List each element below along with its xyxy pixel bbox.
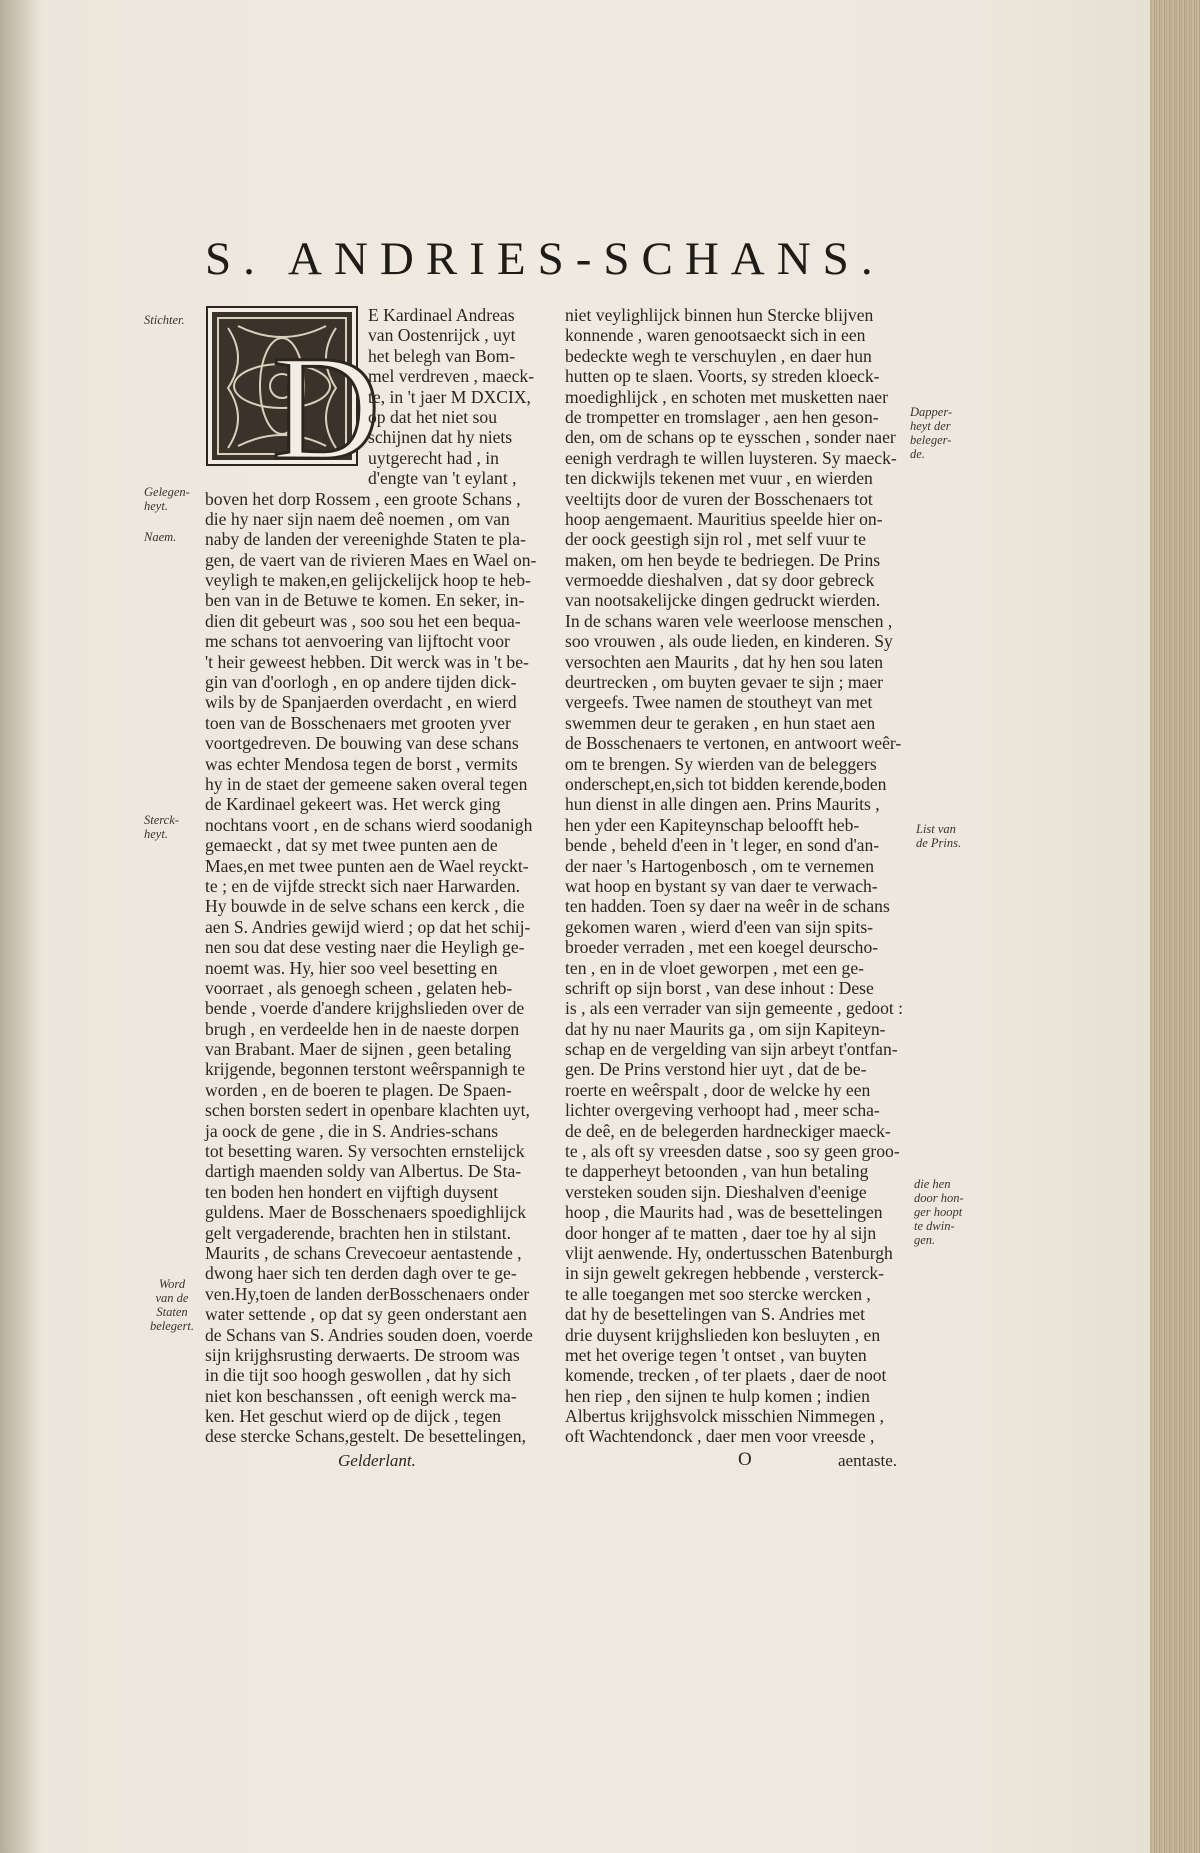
text-line: versteken souden sijn. Dieshalven d'eenige: [565, 1181, 867, 1202]
text-line: hun dienst in alle dingen aen. Prins Maurits ,: [565, 794, 880, 815]
text-line: moedighlijck , en schoten met musketten naer: [565, 386, 888, 407]
text-line: wat hoop en bystant sy van daer te verwach-: [565, 875, 878, 896]
text-line: is , als een verrader van sijn gemeente , gedoot :: [565, 998, 904, 1019]
text-line: gelt vergaderende, brachten hen in stilstant.: [205, 1222, 511, 1243]
page-edges: [1150, 0, 1200, 1853]
text-line: het belegh van Bom-: [368, 345, 516, 366]
text-line: Maurits , de schans Crevecoeur aentastende ,: [205, 1242, 522, 1263]
text-line: ja oock de gene , die in S. Andries-schans: [205, 1120, 499, 1141]
text-line: nen sou dat dese vesting naer die Heyligh ge-: [205, 937, 525, 958]
text-line: naby de landen der vereenighde Staten te pla-: [205, 529, 526, 550]
text-line: veeltijts door de vuren der Bosschenaers tot: [565, 488, 873, 509]
text-line: niet veylighlijck binnen hun Stercke blijven: [565, 305, 874, 325]
text-line: deurtrecken , om buyten gevaer te sijn ; maer: [565, 672, 884, 693]
text-line: swemmen deur te geraken , en hun staet aen: [565, 712, 876, 733]
signature-mark: O: [738, 1449, 752, 1470]
text-line: vlijt aenwende. Hy, ondertusschen Batenburgh: [565, 1242, 893, 1263]
text-line: Hy bouwde in de selve schans een kerck , die: [205, 896, 525, 917]
text-line: gen, de vaert van de rivieren Maes en Wael on-: [205, 549, 537, 570]
gutter-shadow: [0, 0, 40, 1853]
catchword-last-word: aentaste.: [838, 1451, 897, 1470]
text-line: broeder verraden , met een koegel deurscho-: [565, 937, 879, 958]
text-line: soo vrouwen , als oude lieden, en kinderen. Sy: [565, 631, 893, 652]
text-line: die hy naer sijn naem deê noemen , om van: [205, 508, 510, 529]
text-line: den, om de schans op te eysschen , sonder naer: [565, 427, 896, 448]
text-line: de deê, en de belegerden hardneckiger maeck-: [565, 1120, 891, 1141]
text-line: hutten op te slaen. Voorts, sy streden kloeck-: [565, 366, 880, 387]
margin-note-belegert: Word van de Staten belegert.: [149, 1277, 195, 1333]
text-line: te ; en de vijfde streckt sich naer Harwarden.: [205, 875, 521, 896]
text-line: ben van in de Betuwe te komen. En seker, in-: [205, 590, 525, 611]
margin-note-dapperheyt: Dapper- heyt der beleger- de.: [910, 405, 953, 461]
text-line: voorraet , als genoegh scheen , gelaten heb-: [205, 977, 513, 998]
text-line: hen yder een Kapiteynschap beloofft heb-: [565, 814, 860, 835]
catchword: Gelderlant.: [338, 1451, 416, 1470]
text-line: gemaeckt , dat sy met twee punten aen de: [205, 835, 498, 856]
text-line: te, in 't jaer M DXCIX,: [368, 386, 531, 407]
text-line: veyligh te maken,en gelijckelijck hoop te heb-: [205, 570, 531, 591]
text-line: In de schans waren vele weerloose menschen ,: [565, 610, 893, 631]
text-line: voortgedreven. De bouwing van dese schans: [205, 733, 519, 754]
text-line: dwong haer sich ten derden dagh over te ge-: [205, 1263, 517, 1284]
text-line: aen S. Andries gewijd wierd ; op dat het schij-: [205, 916, 531, 937]
text-line: vermoedde dieshalven , dat sy door gebreck: [565, 570, 875, 591]
text-line: ten dickwijls tekenen met vuur , en wierden: [565, 468, 873, 489]
text-line: komende, trecken , of ter plaets , daer de noot: [565, 1365, 887, 1386]
text-line: maken, om hen beyde te bedriegen. De Prins: [565, 549, 881, 570]
margin-note-list: List van de Prins.: [916, 822, 962, 850]
text-line: vergeefs. Twee namen de stoutheyt van met: [565, 692, 873, 713]
text-line: in die tijt soo hoogh geswollen , dat hy sich: [205, 1365, 511, 1386]
text-line: worden , en de boeren te plagen. De Spaen-: [205, 1079, 512, 1100]
text-line: dat hy de besettelingen van S. Andries met: [565, 1304, 866, 1325]
text-column-left: [205, 305, 550, 1447]
text-line: der oock geestigh sijn rol , met self vuur te: [565, 529, 866, 550]
text-line: water settende , op dat sy geen onderstant aen: [205, 1304, 527, 1325]
text-line: bende , beheld d'een in 't leger, en sond d'an-: [565, 835, 880, 856]
text-line: van nootsakelijcke dingen gedruckt wierden.: [565, 590, 881, 611]
text-line: lichter overgeving verhoopt had , meer scha-: [565, 1100, 880, 1121]
text-line: door honger af te matten , daer toe hy al sijn: [565, 1222, 877, 1243]
text-line: op dat het niet sou: [368, 406, 497, 427]
text-line: boven het dorp Rossem , een groote Schans ,: [205, 488, 521, 509]
text-line: gekomen waren , wierd d'een van sijn spits-: [565, 916, 874, 937]
text-line: schrift op sijn borst , van dese inhout : Dese: [565, 977, 874, 998]
text-line: de trompetter en tromslager , aen hen geson-: [565, 406, 879, 427]
text-line: roerte en weêrspalt , door de welcke hy een: [565, 1079, 871, 1100]
text-line: versochten aen Maurits , dat hy hen sou laten: [565, 651, 884, 672]
text-line: onderschept,en,sich tot bidden kerende,boden: [565, 773, 887, 794]
text-line: hoop aengemaent. Mauritius speelde hier on-: [565, 508, 883, 529]
text-line: eenigh verdragh te willen luysteren. Sy maeck-: [565, 447, 897, 468]
text-line: guldens. Maer de Bosschenaers spoedighlijck: [205, 1202, 527, 1223]
text-line: hy in de staet der gemeene saken overal tegen: [205, 773, 528, 794]
text-line: krijgende, begonnen terstont weêrspannigh te: [205, 1059, 526, 1080]
text-line: bedeckte wegh te verschuylen , en daer hun: [565, 345, 872, 366]
text-column-right: [565, 305, 911, 1447]
margin-note-sterckheyt: Sterck- heyt.: [144, 813, 179, 841]
text-line: nochtans voort , en de schans wierd soodanigh: [205, 814, 533, 835]
text-line: d'engte van 't eylant ,: [368, 468, 517, 489]
text-line: van Brabant. Maer de sijnen , geen betaling: [205, 1039, 512, 1060]
margin-note-hoop: die hen door hon- ger hoopt te dwin- gen.: [914, 1177, 964, 1247]
text-line: der naer 's Hartogenbosch , om te vernemen: [565, 855, 874, 876]
text-line: dat hy nu naer Maurits ga , om sijn Kapiteyn-: [565, 1018, 886, 1039]
page-title: S. ANDRIES-SCHANS.: [205, 233, 885, 285]
text-line: tot besetting waren. Sy versochten ernstelijck: [205, 1141, 525, 1162]
text-line: om te brengen. Sy wierden van de beleggers: [565, 753, 877, 774]
text-line: dese stercke Schans,gestelt. De besettelingen,: [205, 1426, 526, 1447]
text-line: ven.Hy,toen de landen derBosschenaers onder: [205, 1283, 530, 1304]
text-line: mel verdreven , maeck-: [368, 366, 535, 387]
margin-note-stichter: Stichter.: [144, 313, 185, 327]
text-line: de Kardinael gekeert was. Het werck ging: [205, 794, 501, 815]
text-line: konnende , waren genootsaeckt sich in een: [565, 325, 866, 346]
text-line: toen van de Bosschenaers met grooten yver: [205, 712, 511, 733]
text-line: E Kardinael Andreas: [368, 305, 515, 325]
text-line: te , als oft sy vreesden datse , soo sy geen groo-: [565, 1141, 900, 1162]
text-line: sijn krijghsrusting derwaerts. De stroom was: [205, 1344, 520, 1365]
text-line: van Oostenrijck , uyt: [368, 325, 516, 346]
text-line: ten hadden. Toen sy daer na weêr in de schans: [565, 896, 890, 917]
text-line: te dapperheyt betoonden , van hun betaling: [565, 1161, 869, 1182]
text-line: bende , voerde d'andere krijghslieden over de: [205, 998, 525, 1019]
margin-note-gelegenheyt: Gelegen- heyt.: [144, 485, 190, 513]
text-line: drie duysent krijghslieden kon besluyten , en: [565, 1324, 881, 1345]
text-line: dien dit gebeurt was , soo sou het een bequa-: [205, 610, 521, 631]
text-line: gin van d'oorlogh , en op andere tijden dick-: [205, 672, 517, 693]
text-line: was echter Mendosa tegen de borst , vermits: [205, 753, 518, 774]
text-line: te alle toegangen met soo stercke wercken ,: [565, 1283, 871, 1304]
svg-text:D: D: [271, 325, 381, 491]
text-line: ten , en in de vloet geworpen , met een ge-: [565, 957, 864, 978]
text-line: Albertus krijghsvolck misschien Nimmegen ,: [565, 1406, 885, 1427]
text-line: schen borsten sedert in openbare klachten uyt,: [205, 1100, 530, 1121]
text-line: de Schans van S. Andries souden doen, voerde: [205, 1324, 533, 1345]
text-line: dartigh maenden soldy van Albertus. De Sta-: [205, 1161, 522, 1182]
text-line: brugh , en verdeelde hen in de naeste dorpen: [205, 1018, 520, 1039]
text-line: uytgerecht had , in: [368, 447, 499, 468]
text-line: met het overige tegen 't ontset , van buyten: [565, 1344, 867, 1365]
text-line: me schans tot aenvoering van lijftocht voor: [205, 631, 510, 652]
text-line: Maes,en met twee punten aen de Wael reyckt-: [205, 855, 529, 876]
text-line: hen riep , den sijnen te hulp komen ; indien: [565, 1385, 870, 1406]
text-line: de Bosschenaers te vertonen, en antwoort weêr-: [565, 733, 902, 754]
text-line: wils by de Spanjaerden overdacht , en wierd: [205, 692, 517, 713]
text-line: gen. De Prins verstond hier uyt , dat de be-: [565, 1059, 867, 1080]
text-line: oft Wachtendonck , daer men voor vreesde ,: [565, 1426, 875, 1447]
margin-note-naem: Naem.: [144, 530, 177, 544]
text-line: hoop , die Maurits had , was de besettelingen: [565, 1202, 883, 1223]
text-line: ten boden hen hondert en vijftigh duysent: [205, 1181, 499, 1202]
text-line: schijnen dat hy niets: [368, 427, 513, 448]
text-line: in sijn gewelt gekregen hebbende , versterck-: [565, 1263, 885, 1284]
text-line: noemt was. Hy, hier soo veel besetting en: [205, 957, 498, 978]
text-line: 't heir geweest hebben. Dit werck was in 't be-: [205, 651, 529, 672]
text-line: niet kon beschanssen , oft eenigh werck ma-: [205, 1385, 517, 1406]
text-line: ken. Het geschut wierd op de dijck , tegen: [205, 1406, 502, 1427]
text-line: schap en de vergelding van sijn arbeyt t'ontfan-: [565, 1039, 898, 1060]
